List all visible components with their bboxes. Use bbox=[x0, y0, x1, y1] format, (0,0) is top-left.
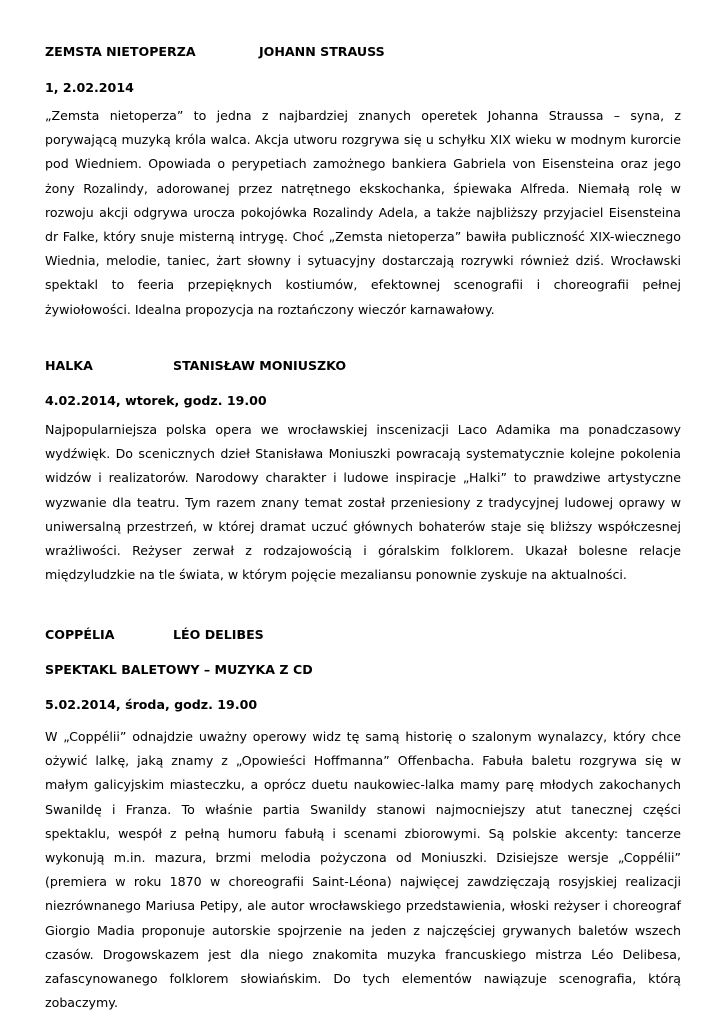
section-heading-halka bbox=[45, 358, 347, 374]
section-body: W „Coppélii” odnajdzie uważny operowy widz tę samą historię o szalonym wynalazcy, który chce ożywić lalkę, jaką znamy z „Opowieści Hoffmanna” Offenbacha. Fabuła baletu rozgrywa się w małym galicyjskim miasteczku, a oprócz duetu naukowiec-lalka mamy parę młodych zakochanych Swanildę i Franza. To właśnie partia Swanildy stanowi najmocniejszy atut tanecznej części spektaklu, wespół z pełną humoru fabułą i scenami zbiorowymi. Są polskie akcenty: tancerze wykonują m.in. mazura, brzmi melodia pożyczona od Moniuszki. Dzisiejsze wersje „Coppélii” (premiera w roku 1870 w choreografii Saint-Léona) najwięcej zawdzięczają rosyjskiej realizacji niezrównanego Mariusa Petipy, ale autor wrocławskiego przedstawienia, włoski reżyser i choreograf Giorgio Madia proponuje autorskie spojrzenie na jeden z najczęściej grywanych baletów wszech czasów. Drogowskazem jest dla niego znakomita muzyka francuskiego mistrza Léo Delibesa, zafascynowanego folklorem słowiańskim. Do tych elementów nawiązuje scenografia, którą zobaczymy. bbox=[45, 729, 681, 1011]
section-date: 5.02.2014, środa, godz. 19.00 bbox=[45, 697, 258, 712]
section-body: „Zemsta nietoperza” to jedna z najbardziej znanych operetek Johanna Straussa – syna, z porywającą muzyką króla walca. Akcja utworu rozgrywa się u schyłku XIX wieku w modnym kurorcie pod Wiedniem. Opowiada o perypetiach zamożnego bankiera Gabriela von Eisensteina oraz jego żony Rozalindy, adorowanej przez natrętnego ekskochanka, śpiewaka Alfreda. Niemałą rolę w rozwoju akcji odgrywa urocza pokojówka Rozalindy Adela, a także najbliższy przyjaciel Eisensteina dr Falke, który snuje misterną intrygę. Choć „Zemsta nietoperza” bawiła publiczność XIX-wiecznego Wiednia, melodie, taniec, żart słowny i sytuacyjny dostarczają rozrywki również dziś. Wrocławski spektakl to feeria przepięknych kostiumów, efektownej scenografii i choreografii pełnej żywiołowości. Idealna propozycja na roztańczony wieczór karnawałowy. bbox=[45, 108, 681, 317]
section-title: ZEMSTA NIETOPERZA bbox=[45, 44, 196, 59]
section-author: LÉO DELIBES bbox=[173, 627, 264, 642]
section-body: Najpopularniejsza polska opera we wrocławskiej inscenizacji Laco Adamika ma ponadczasowy wydźwięk. Do scenicznych dzieł Stanisława Moniuszki powracają systematycznie kolejne pokolenia widzów i realizatorów. Narodowy charakter i ludowe inspiracje „Halki” to prawdziwe artystyczne wyzwanie dla teatru. Tym razem znany temat został przeniesiony z tradycyjnej ludowej oprawy w uniwersalną przestrzeń, w której dramat uczuć głównych bohaterów staje się bliższy współczesnej wrażliwości. Reżyser zerwał z rodzajowością i góralskim folklorem. Ukazał bolesne relacje międzyludzkie na tle świata, w którym pojęcie mezaliansu ponownie zyskuje na aktualności. bbox=[45, 422, 681, 583]
section-date: 1, 2.02.2014 bbox=[45, 80, 134, 95]
section-author: JOHANN STRAUSS bbox=[259, 44, 385, 59]
section-date: 4.02.2014, wtorek, godz. 19.00 bbox=[45, 393, 267, 408]
section-title: COPPÉLIA bbox=[45, 627, 115, 642]
section-title: HALKA bbox=[45, 358, 93, 373]
section-heading-coppelia bbox=[45, 627, 264, 643]
section-subtitle: SPEKTAKL BALETOWY – MUZYKA Z CD bbox=[45, 662, 313, 677]
section-author: STANISŁAW MONIUSZKO bbox=[173, 358, 347, 373]
section-heading-zemsta bbox=[45, 44, 385, 60]
